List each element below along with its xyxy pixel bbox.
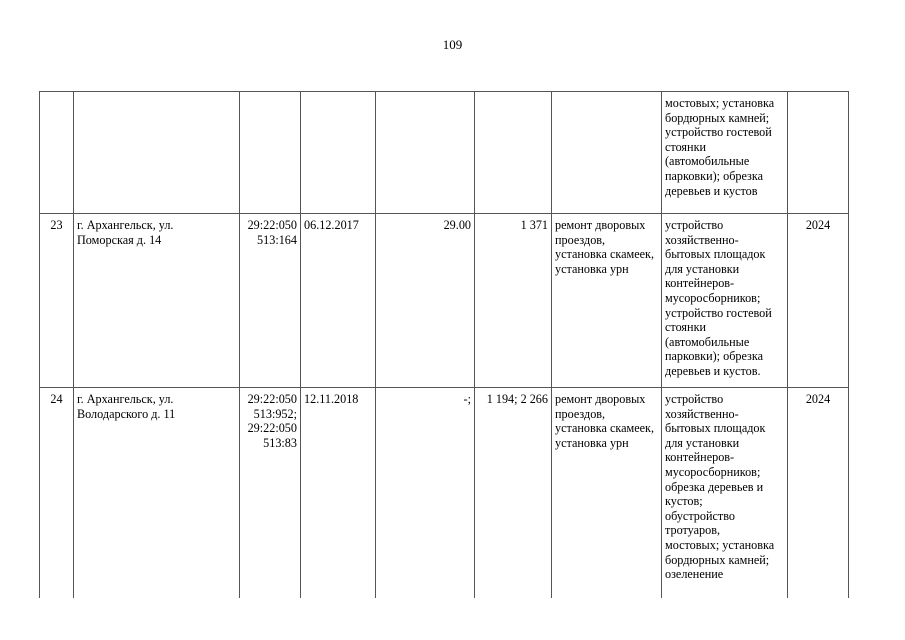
cell-text-line: г. Архангельск, ул. bbox=[77, 392, 174, 406]
cell-text-line: кустов; bbox=[665, 494, 703, 509]
cell-text-line: устройство гостевой bbox=[665, 305, 772, 320]
cell-text-line: обустройство bbox=[665, 508, 736, 523]
cell-text-line: для установки bbox=[665, 261, 740, 276]
table-row bbox=[40, 92, 849, 214]
cell-text-line: деревьев и кустов bbox=[665, 183, 758, 198]
minimum-works-cell bbox=[552, 388, 662, 598]
cell-text-line: устройство гостевой bbox=[665, 125, 772, 140]
cell-text-line: г. Архангельск, ул. bbox=[77, 218, 174, 232]
year-cell bbox=[788, 92, 849, 214]
address-cell bbox=[74, 214, 240, 388]
cell-text-line: обрезка деревьев и bbox=[665, 479, 764, 494]
cell-text-line: Поморская д. 14 bbox=[77, 232, 162, 247]
cadastral-number-cell bbox=[240, 388, 301, 598]
cell-text-line: установка скамеек, bbox=[555, 421, 655, 436]
row-number-cell bbox=[40, 214, 74, 388]
cell-text-line: (автомобильные bbox=[665, 154, 750, 169]
cell-text-line: деревьев и кустов. bbox=[665, 363, 761, 378]
cell-text-line: 513:83 bbox=[263, 435, 297, 450]
cell-text-line: установка урн bbox=[555, 261, 629, 276]
cell-text-line: хозяйственно- bbox=[665, 232, 739, 247]
page-number: 109 bbox=[442, 37, 463, 52]
cell-text-line: тротуаров, bbox=[665, 523, 720, 538]
year-cell bbox=[788, 214, 849, 388]
minimum-works-cell bbox=[552, 92, 662, 214]
cell-text-line: Володарского д. 11 bbox=[77, 406, 176, 421]
cell-text-line: парковки); обрезка bbox=[665, 349, 764, 364]
cell-text-line: бытовых площадок bbox=[665, 247, 766, 262]
cell-text: -; bbox=[463, 392, 471, 406]
address-cell bbox=[74, 388, 240, 598]
address-cell bbox=[74, 92, 240, 214]
cell-text-line: мусоросборников; bbox=[665, 464, 761, 479]
cell-text-line: 29:22:050 bbox=[247, 392, 297, 406]
year-cell bbox=[788, 388, 849, 598]
cell-text-line: мостовых; установка bbox=[665, 96, 775, 110]
cell-text: 2024 bbox=[805, 218, 831, 232]
table-row bbox=[40, 388, 849, 598]
area-cell bbox=[376, 388, 475, 598]
cell-text-line: установка урн bbox=[555, 435, 629, 450]
cell-text: 29.00 bbox=[443, 218, 471, 232]
cell-text-line: бордюрных камней; bbox=[665, 552, 770, 567]
cell-text: 1 371 bbox=[520, 218, 548, 232]
cell-text-line: мостовых; установка bbox=[665, 537, 775, 552]
cell-text: 23 bbox=[50, 218, 63, 232]
area-cell bbox=[376, 214, 475, 388]
cell-text: 06.12.2017 bbox=[304, 218, 359, 232]
cell-text-line: для установки bbox=[665, 435, 740, 450]
cell-text-line: (автомобильные bbox=[665, 334, 750, 349]
additional-works-cell bbox=[662, 388, 788, 598]
cell-text-line: мусоросборников; bbox=[665, 290, 761, 305]
cell-text-line: ремонт дворовых bbox=[555, 392, 646, 406]
cell-text-line: озеленение bbox=[665, 567, 724, 582]
date-cell bbox=[301, 214, 376, 388]
cell-text-line: проездов, bbox=[555, 406, 606, 421]
additional-works-cell bbox=[662, 92, 788, 214]
cell-text-line: стоянки bbox=[665, 139, 707, 154]
area-sqm-cell bbox=[475, 92, 552, 214]
cell-text-line: 513:952; bbox=[253, 406, 297, 421]
cell-text-line: бытовых площадок bbox=[665, 421, 766, 436]
cell-text-line: парковки); обрезка bbox=[665, 168, 764, 183]
date-cell bbox=[301, 92, 376, 214]
table-row bbox=[40, 214, 849, 388]
cell-text-line: 29:22:050 bbox=[247, 421, 297, 436]
cell-text-line: устройство bbox=[665, 218, 724, 232]
cell-text-line: стоянки bbox=[665, 320, 707, 335]
cell-text: 2024 bbox=[805, 392, 831, 406]
cell-text-line: 513:164 bbox=[257, 232, 297, 247]
cell-text-line: бордюрных камней; bbox=[665, 110, 770, 125]
area-sqm-cell bbox=[475, 388, 552, 598]
cell-text-line: устройство bbox=[665, 392, 724, 406]
cell-text-line: проездов, bbox=[555, 232, 606, 247]
cell-text: 12.11.2018 bbox=[304, 392, 359, 406]
minimum-works-cell bbox=[552, 214, 662, 388]
additional-works-cell bbox=[662, 214, 788, 388]
cadastral-number-cell bbox=[240, 92, 301, 214]
cell-text-line: ремонт дворовых bbox=[555, 218, 646, 232]
cell-text-line: хозяйственно- bbox=[665, 406, 739, 421]
cell-text: 1 194; 2 266 bbox=[486, 392, 548, 406]
works-table bbox=[39, 91, 849, 598]
cadastral-number-cell bbox=[240, 214, 301, 388]
cell-text-line: 29:22:050 bbox=[247, 218, 297, 232]
cell-text-line: установка скамеек, bbox=[555, 247, 655, 262]
area-cell bbox=[376, 92, 475, 214]
area-sqm-cell bbox=[475, 214, 552, 388]
cell-text-line: контейнеров- bbox=[665, 276, 735, 291]
row-number-cell bbox=[40, 388, 74, 598]
row-number-cell bbox=[40, 92, 74, 214]
cell-text-line: контейнеров- bbox=[665, 450, 735, 465]
date-cell bbox=[301, 388, 376, 598]
cell-text: 24 bbox=[50, 392, 63, 406]
